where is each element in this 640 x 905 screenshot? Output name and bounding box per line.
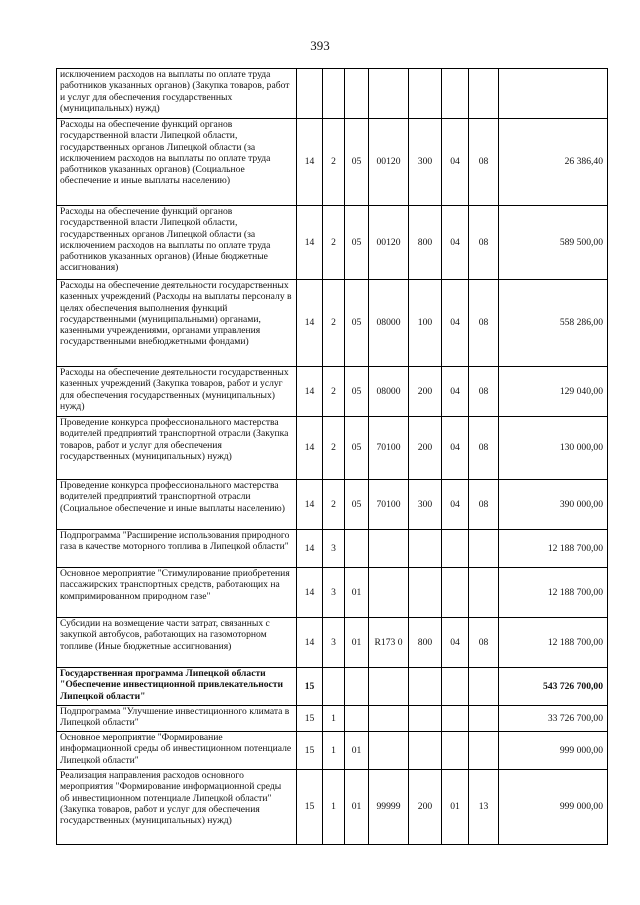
code-section: 04 (442, 367, 469, 417)
table-row (57, 480, 608, 530)
table-row (57, 530, 608, 568)
code-subsection (469, 568, 499, 618)
code-subprogram (323, 668, 345, 706)
table-row (57, 732, 608, 770)
table-row (57, 119, 608, 206)
code-program: 15 (297, 732, 323, 770)
code-section: 04 (442, 618, 469, 668)
code-program: 14 (297, 568, 323, 618)
code-section (442, 732, 469, 770)
row-amount: 999 000,00 (499, 770, 608, 845)
code-section: 04 (442, 206, 469, 280)
code-direction (369, 706, 409, 732)
code-expense-type (409, 69, 442, 119)
code-section: 04 (442, 119, 469, 206)
code-subprogram: 2 (323, 280, 345, 367)
code-subsection (469, 706, 499, 732)
code-program (297, 69, 323, 119)
table-row (57, 367, 608, 417)
table-row (57, 568, 608, 618)
code-activity: 05 (345, 417, 369, 480)
row-amount: 589 500,00 (499, 206, 608, 280)
code-activity: 05 (345, 119, 369, 206)
code-program: 14 (297, 367, 323, 417)
code-section (442, 69, 469, 119)
code-expense-type: 800 (409, 618, 442, 668)
row-name: Субсидии на возмещение части затрат, связанных с закупкой автобусов, работающих на газомоторном топливе (Иные бюджетные ассигнования) (57, 618, 297, 668)
code-activity: 05 (345, 480, 369, 530)
code-section: 04 (442, 480, 469, 530)
row-name: Государственная программа Липецкой области "Обеспечение инвестиционной привлекательности Липецкой области" (57, 668, 297, 706)
code-expense-type: 800 (409, 206, 442, 280)
code-subprogram: 1 (323, 732, 345, 770)
code-subprogram: 3 (323, 568, 345, 618)
code-expense-type: 200 (409, 367, 442, 417)
row-amount: 26 386,40 (499, 119, 608, 206)
table-row (57, 206, 608, 280)
table-row (57, 668, 608, 706)
code-subsection: 08 (469, 367, 499, 417)
code-activity: 05 (345, 367, 369, 417)
code-expense-type (409, 732, 442, 770)
row-name: Расходы на обеспечение функций органов государственной власти Липецкой области, государственных органов Липецкой области (за исключением расходов на выплаты по оплате труда работников указанных органов) (Социальное обеспечение и иные выплаты населению) (57, 119, 297, 206)
row-amount (499, 69, 608, 119)
row-name: Проведение конкурса профессионального мастерства водителей предприятий транспортной отрасли (Социальное обеспечение и иные выплаты населению) (57, 480, 297, 530)
code-activity: 01 (345, 732, 369, 770)
code-subprogram: 2 (323, 480, 345, 530)
row-name: исключением расходов на выплаты по оплате труда работников указанных органов) (Закупка товаров, работ и услуг для обеспечения государственных (муниципальных) нужд) (57, 69, 297, 119)
code-direction: 08000 (369, 280, 409, 367)
code-section (442, 568, 469, 618)
code-program: 15 (297, 668, 323, 706)
code-subsection (469, 668, 499, 706)
budget-table (56, 68, 608, 845)
code-subprogram: 2 (323, 417, 345, 480)
code-expense-type: 200 (409, 770, 442, 845)
row-name: Расходы на обеспечение функций органов государственной власти Липецкой области, государственных органов Липецкой области (за исключением расходов на выплаты по оплате труда работников указанных органов) (Иные бюджетные ассигнования) (57, 206, 297, 280)
row-amount: 129 040,00 (499, 367, 608, 417)
table-row (57, 706, 608, 732)
code-expense-type: 200 (409, 417, 442, 480)
row-amount: 12 188 700,00 (499, 568, 608, 618)
code-expense-type: 300 (409, 119, 442, 206)
code-subprogram (323, 69, 345, 119)
code-subsection: 08 (469, 206, 499, 280)
code-direction (369, 668, 409, 706)
code-subprogram: 2 (323, 119, 345, 206)
code-subprogram: 3 (323, 530, 345, 568)
code-direction: 99999 (369, 770, 409, 845)
code-section: 04 (442, 417, 469, 480)
code-direction (369, 530, 409, 568)
code-section: 01 (442, 770, 469, 845)
code-program: 14 (297, 530, 323, 568)
row-name: Основное мероприятие "Стимулирование приобретения пассажирских транспортных средств, работающих на компримированном природном газе" (57, 568, 297, 618)
code-activity (345, 706, 369, 732)
code-activity (345, 69, 369, 119)
code-expense-type (409, 568, 442, 618)
code-activity: 01 (345, 568, 369, 618)
code-activity (345, 530, 369, 568)
code-program: 14 (297, 119, 323, 206)
code-direction: 08000 (369, 367, 409, 417)
code-expense-type (409, 668, 442, 706)
code-subprogram: 2 (323, 367, 345, 417)
code-subsection (469, 732, 499, 770)
row-name: Проведение конкурса профессионального мастерства водителей предприятий транспортной отрасли (Закупка товаров, работ и услуг для обеспечения государственных (муниципальных) нужд) (57, 417, 297, 480)
budget-table-body (57, 69, 608, 845)
row-amount: 130 000,00 (499, 417, 608, 480)
code-direction: 70100 (369, 417, 409, 480)
code-program: 14 (297, 280, 323, 367)
page-number: 393 (310, 38, 330, 53)
code-program: 15 (297, 770, 323, 845)
row-amount: 999 000,00 (499, 732, 608, 770)
table-row (57, 280, 608, 367)
code-expense-type (409, 530, 442, 568)
code-subsection: 08 (469, 618, 499, 668)
row-name: Основное мероприятие "Формирование информационной среды об инвестиционном потенциале Липецкой области" (57, 732, 297, 770)
row-amount: 543 726 700,00 (499, 668, 608, 706)
code-subsection: 08 (469, 280, 499, 367)
code-section (442, 706, 469, 732)
row-amount: 558 286,00 (499, 280, 608, 367)
code-subsection: 08 (469, 119, 499, 206)
row-amount: 33 726 700,00 (499, 706, 608, 732)
row-name: Расходы на обеспечение деятельности государственных казенных учреждений (Расходы на выплаты персоналу в целях обеспечения выполнения функций государственными (муниципальными) органами, казенными учреждениями, органами управления государственными внебюджетными фондами) (57, 280, 297, 367)
table-row (57, 770, 608, 845)
code-direction: 00120 (369, 206, 409, 280)
code-section: 04 (442, 280, 469, 367)
code-program: 14 (297, 206, 323, 280)
code-direction (369, 568, 409, 618)
row-name: Расходы на обеспечение деятельности государственных казенных учреждений (Закупка товаров, работ и услуг для обеспечения государственных (муниципальных) нужд) (57, 367, 297, 417)
table-row (57, 69, 608, 119)
code-direction (369, 732, 409, 770)
code-subsection (469, 69, 499, 119)
code-subsection: 08 (469, 480, 499, 530)
code-expense-type: 300 (409, 480, 442, 530)
code-program: 14 (297, 480, 323, 530)
code-expense-type (409, 706, 442, 732)
code-subsection: 13 (469, 770, 499, 845)
code-direction: R173 0 (369, 618, 409, 668)
code-section (442, 530, 469, 568)
code-subsection (469, 530, 499, 568)
code-direction: 00120 (369, 119, 409, 206)
code-section (442, 668, 469, 706)
row-name: Подпрограмма "Расширение использования природного газа в качестве моторного топлива в Липецкой области" (57, 530, 297, 568)
code-program: 14 (297, 618, 323, 668)
row-amount: 12 188 700,00 (499, 530, 608, 568)
code-program: 14 (297, 417, 323, 480)
code-activity (345, 668, 369, 706)
row-amount: 12 188 700,00 (499, 618, 608, 668)
code-subprogram: 1 (323, 770, 345, 845)
code-expense-type: 100 (409, 280, 442, 367)
row-name: Подпрограмма "Улучшение инвестиционного климата в Липецкой области" (57, 706, 297, 732)
row-name: Реализация направления расходов основного мероприятия "Формирование информационной среды об инвестиционном потенциале Липецкой области" (Закупка товаров, работ и услуг для обеспечения государственных (муниципальных) нужд) (57, 770, 297, 845)
code-subprogram: 2 (323, 206, 345, 280)
code-program: 15 (297, 706, 323, 732)
code-subsection: 08 (469, 417, 499, 480)
code-activity: 01 (345, 618, 369, 668)
code-activity: 01 (345, 770, 369, 845)
code-subprogram: 3 (323, 618, 345, 668)
code-direction (369, 69, 409, 119)
code-activity: 05 (345, 280, 369, 367)
code-activity: 05 (345, 206, 369, 280)
code-direction: 70100 (369, 480, 409, 530)
table-row (57, 618, 608, 668)
row-amount: 390 000,00 (499, 480, 608, 530)
table-row (57, 417, 608, 480)
code-subprogram: 1 (323, 706, 345, 732)
